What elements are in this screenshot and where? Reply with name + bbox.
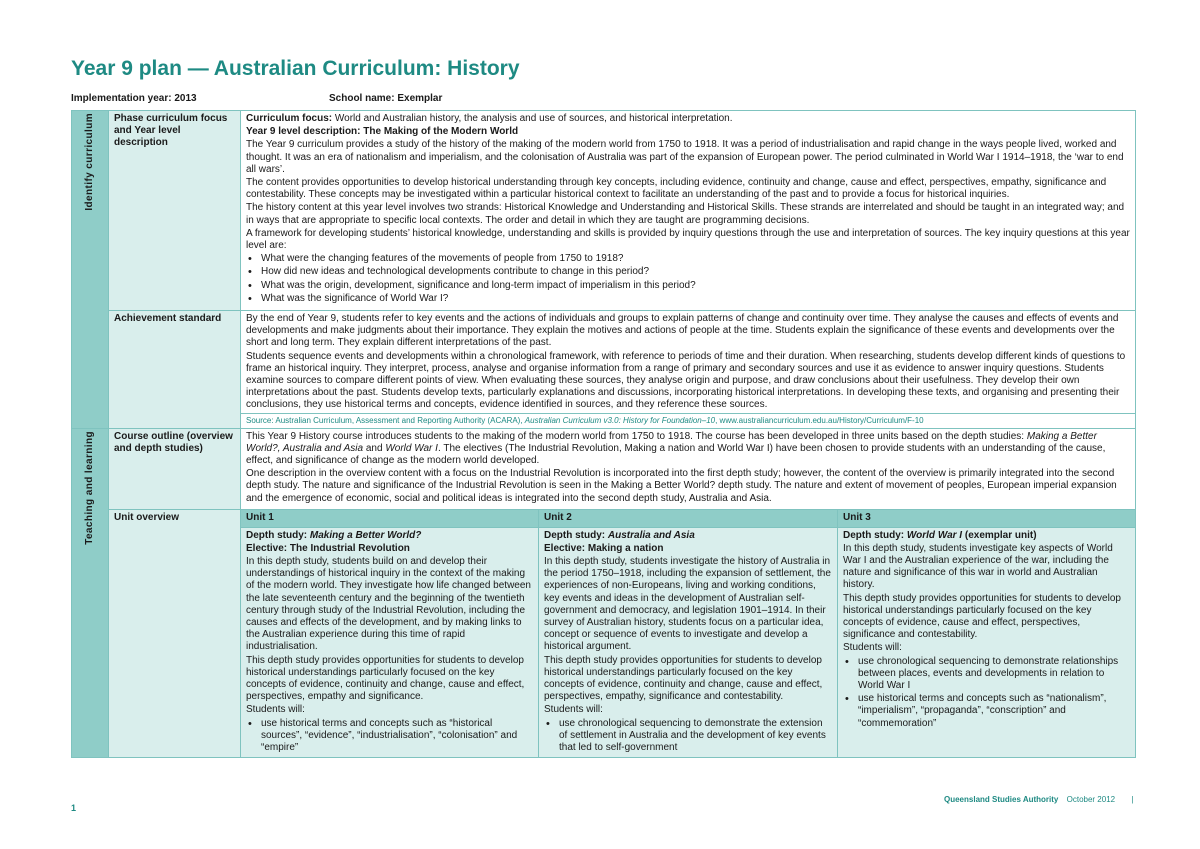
unit-bullets (246, 718, 534, 755)
unit-bullets (843, 656, 1131, 730)
depth-study-heading: Depth study: Australia and Asia (544, 529, 695, 541)
source-title: Australian Curriculum v3.0: History for Foundation–10 (524, 415, 716, 425)
course-label: Course outline (overview and depth studies) (109, 428, 241, 509)
source-citation (241, 413, 1135, 426)
phase-paragraph: A framework for developing students’ historical knowledge, understanding and skills is provided by inquiry questions through the use and interpretation of sources. The key inquiry questions at this year level are: (246, 227, 1130, 252)
footer-organisation: Queensland Studies Authority (944, 795, 1059, 804)
unit-heading: Unit 3 (838, 509, 1136, 527)
elective-heading: Elective: The Industrial Revolution (246, 542, 410, 554)
achievement-row (72, 311, 1136, 429)
phase-row (72, 111, 1136, 311)
footer-separator: | (1131, 795, 1134, 804)
phase-paragraph: The content provides opportunities to develop historical understanding through key concepts, including evidence, continuity and change, cause and effect, perspectives, empathy, significance and contestability. These concepts may be investigated within a particular historical context to facilitate an understanding of the past and to provide a focus for historical inquiries. (246, 177, 1107, 201)
depth-study-heading: Depth study: World War I (exemplar unit) (843, 529, 1037, 541)
section-teaching-learning (72, 428, 109, 758)
unit-bullet: • use historical terms and concepts such as “historical sources”, “evidence”, “industrialisation”, “colonisation” and “empire” (246, 718, 534, 755)
students-will: Students will: (246, 704, 305, 716)
course-text: This Year 9 History course introduces students to the making of the modern world from 1750 to 1918. The course has been developed in three units based on the depth studies: (246, 430, 1027, 442)
achievement-label: Achievement standard (109, 311, 241, 429)
achievement-paragraph: By the end of Year 9, students refer to key events and the actions of individuals and groups to explain patterns of change and continuity over time. They analyse the causes and effects of events and developments and make judgments about their importance. They explain the motives and actions of people at the time. Students explain the significance of these events and developments over the short and long term. They explain different interpretations of the past. (246, 313, 1119, 349)
section-label-identify: Identify curriculum (84, 113, 96, 211)
source-url: , www.australiancurriculum.edu.au/History/Curriculum/F-10 (715, 415, 924, 425)
course-text: and (363, 442, 386, 454)
course-paragraph (246, 431, 1131, 468)
source-text: Source: Australian Curriculum, Assessment and Reporting Authority (ACARA), (246, 415, 525, 425)
unit-heading: Unit 1 (241, 509, 539, 527)
unit-paragraph: In this depth study, students build on and develop their understandings of historical inquiry in the context of the making of the modern world. They investigate how life changed between the late seventeenth century and the beginning of the twentieth century through study of the Industrial Revolution, including the causes and effects of the development, and by making links to the Australian experience during this time of rapid industrialisation. (246, 556, 531, 653)
unit-paragraph: This depth study provides opportunities for students to develop historical understandings particularly focused on the key concepts of evidence, cause and effect, perspectives, significance and contestability. (843, 592, 1121, 641)
course-content (241, 428, 1136, 509)
page-title: Year 9 plan — Australian Curriculum: History (71, 57, 520, 80)
depth-study-heading: Depth study: Making a Better World? (246, 529, 422, 541)
achievement-content (241, 311, 1136, 429)
unit-paragraph: In this depth study, students investigate key aspects of World War I and the Australian experience of the war, including the nature and significance of this war in world and Australian history. (843, 542, 1113, 591)
implementation-year: Implementation year: 2013 (71, 93, 197, 104)
course-depth-titles: Making a Better World?, Australia and Asia (246, 430, 1097, 454)
achievement-paragraph: Students sequence events and developments within a chronological framework, with reference to periods of time and their duration. When researching, students develop different kinds of questions to frame an historical inquiry. They interpret, process, analyse and organise information from a range of primary and secondary sources and use it as evidence to answer inquiry questions. Students examine sources to compare different points of view. When evaluating these sources, they analyse origin and purpose, and draw conclusions about their usefulness. They develop their own interpretations about the past. Students develop texts, particularly explanations and discussions, incorporating historical interpretations. In developing these texts, and organising and presenting their conclusions, they use historical terms and concepts, evidence identified in sources, and they reference these sources. (246, 350, 1126, 411)
plan-table (71, 110, 1136, 758)
curriculum-focus-label: Curriculum focus: (246, 113, 333, 124)
inquiry-question: • What were the changing features of the movements of people from 1750 to 1918? (246, 253, 1131, 265)
elective-heading: Elective: Making a nation (544, 542, 664, 554)
students-will: Students will: (544, 704, 603, 716)
curriculum-focus-text: World and Australian history, the analysis and use of sources, and historical interpretation. (332, 113, 733, 124)
inquiry-question: • What was the origin, development, significance and long-term impact of imperialism in this period? (246, 280, 1131, 292)
curriculum-focus (246, 113, 1131, 125)
section-label-teaching: Teaching and learning (84, 430, 96, 545)
page-number: 1 (71, 803, 77, 813)
students-will: Students will: (843, 642, 902, 654)
unit-bullets (544, 718, 833, 755)
footer (944, 795, 1133, 804)
unit-paragraph: In this depth study, students investigate the history of Australia in the period 1750–1918, including the expansion of settlement, the experiences of non-Europeans, living and working conditions, key events and ideas in the development of Australian self-government and democracy, and legislation 1901–1914. In their survey of Australian history, students focus on a particular idea, concept or sequence of events to investigate and develop a historical argument. (544, 556, 831, 653)
unit-overview-label: Unit overview (109, 509, 241, 758)
inquiry-question: • What was the significance of World War I? (246, 293, 1131, 305)
course-row (72, 428, 1136, 509)
school-name: School name: Exemplar (329, 93, 443, 104)
course-paragraph: One description in the overview content with a focus on the Industrial Revolution is incorporated into the first depth study; however, the content of the overview is primarily integrated into the second depth study. The nature and significance of the Industrial Revolution is seen in the Making a Better World? depth study. The nature and extent of movement of peoples, European imperial expansion and the emergence of economic, social and political ideas is integrated into the second depth study, Australia and Asia. (246, 468, 1117, 504)
course-text: . The electives (The Industrial Revolution, Making a nation and World War I) have been chosen to provide students with an understanding of the cause, effect, and significance of change as the modern world developed. (246, 442, 1106, 467)
unit-2-content (539, 527, 838, 758)
phase-paragraph: The Year 9 curriculum provides a study of the history of the making of the modern world from 1750 to 1918. It was a period of industrialisation and rapid change in the ways people lived, worked and thought. It was an era of nationalism and imperialism, and the colonisation of Australia was part of the expansion of European power. The period culminated in World War I 1914–1918, the ‘war to end all wars’. (246, 139, 1124, 175)
unit-bullet: • use chronological sequencing to demonstrate relationships between places, events and developments in relation to World War I (843, 656, 1131, 693)
unit-paragraph: This depth study provides opportunities for students to develop historical understandings particularly focused on the key concepts of evidence, continuity and change, cause and effect, perspectives, empathy, significance and contestability. (544, 654, 823, 703)
unit-1-content (241, 527, 539, 758)
level-description-heading: Year 9 level description: The Making of the Modern World (246, 126, 519, 138)
phase-paragraph: The history content at this year level involves two strands: Historical Knowledge and Understanding and Historical Skills. These strands are interrelated and should be taught in an integrated way; and in ways that are appropriate to specific local contexts. The order and detail in which they are taught are programming decisions. (246, 202, 1125, 226)
course-depth-title: World War I (385, 442, 438, 454)
inquiry-questions-list (246, 253, 1131, 305)
unit-bullet: • use chronological sequencing to demonstrate the extension of settlement in Australia and the development of key events that led to self-government (544, 718, 833, 755)
inquiry-question: • How did new ideas and technological developments contribute to change in this period? (246, 266, 1131, 278)
unit-paragraph: This depth study provides opportunities for students to develop historical understandings particularly focused on the key concepts of evidence, continuity and change, cause and effect, perspectives, empathy and significance. (246, 654, 525, 703)
unit-header-row (72, 509, 1136, 527)
unit-bullet: • use historical terms and concepts such as “nationalism”, “imperialism”, “propaganda”, “conscription” and “commemoration” (843, 693, 1131, 730)
unit-3-content (838, 527, 1136, 758)
section-identify-curriculum (72, 111, 109, 429)
footer-date: October 2012 (1066, 795, 1116, 804)
unit-heading: Unit 2 (539, 509, 838, 527)
phase-label: Phase curriculum focus and Year level description (109, 111, 241, 311)
phase-content (241, 111, 1136, 311)
